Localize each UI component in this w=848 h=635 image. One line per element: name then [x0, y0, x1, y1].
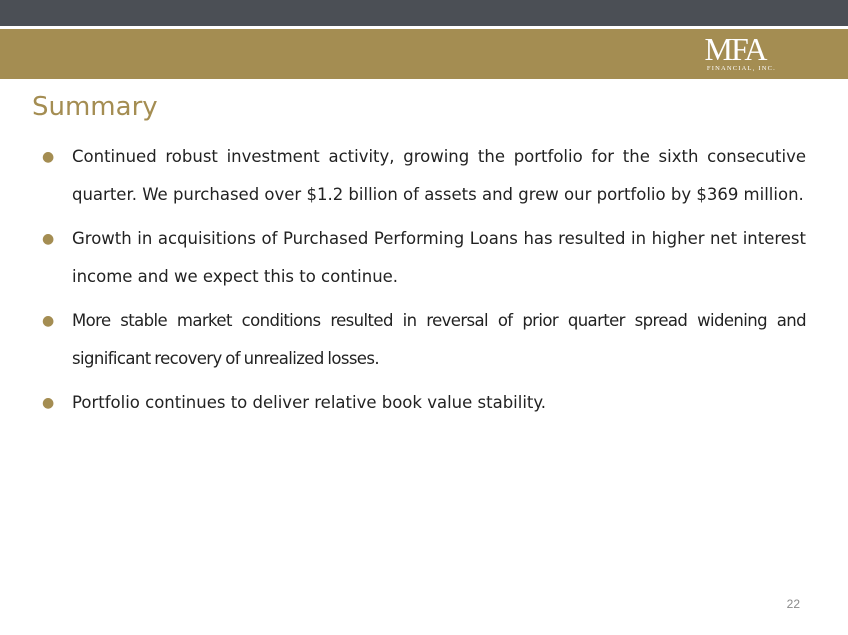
top-bar	[0, 0, 848, 26]
bullet-text: Portfolio continues to deliver relative book value stability.	[72, 393, 547, 412]
bullet-dot-icon: ●	[42, 395, 55, 411]
bullet-item	[42, 138, 806, 214]
bullet-item	[42, 384, 806, 422]
bullet-text: Growth in acquisitions of Purchased Performing Loans has resulted in higher net interest income and we expect this to continue.	[72, 229, 806, 286]
slide-title: Summary	[32, 92, 158, 122]
bullet-item	[42, 220, 806, 296]
bullet-item	[42, 302, 806, 378]
page-number: 22	[786, 597, 800, 611]
bullet-dot-icon: ●	[42, 313, 54, 329]
bullet-text: More stable market conditions resulted in reversal of prior quarter spread widening and significant recovery of unrealized losses.	[72, 311, 806, 368]
logo-subtitle: FINANCIAL, INC.	[706, 65, 776, 72]
mfa-logo	[694, 31, 776, 76]
bullet-dot-icon: ●	[42, 149, 55, 165]
logo-mark: MFA	[704, 31, 766, 67]
bullet-dot-icon: ●	[42, 231, 55, 247]
bullet-text: Continued robust investment activity, growing the portfolio for the sixth consecutive quarter. We purchased over $1.2 billion of assets and grew our portfolio by $369 million.	[72, 147, 806, 204]
summary-bullet-list	[42, 138, 806, 428]
